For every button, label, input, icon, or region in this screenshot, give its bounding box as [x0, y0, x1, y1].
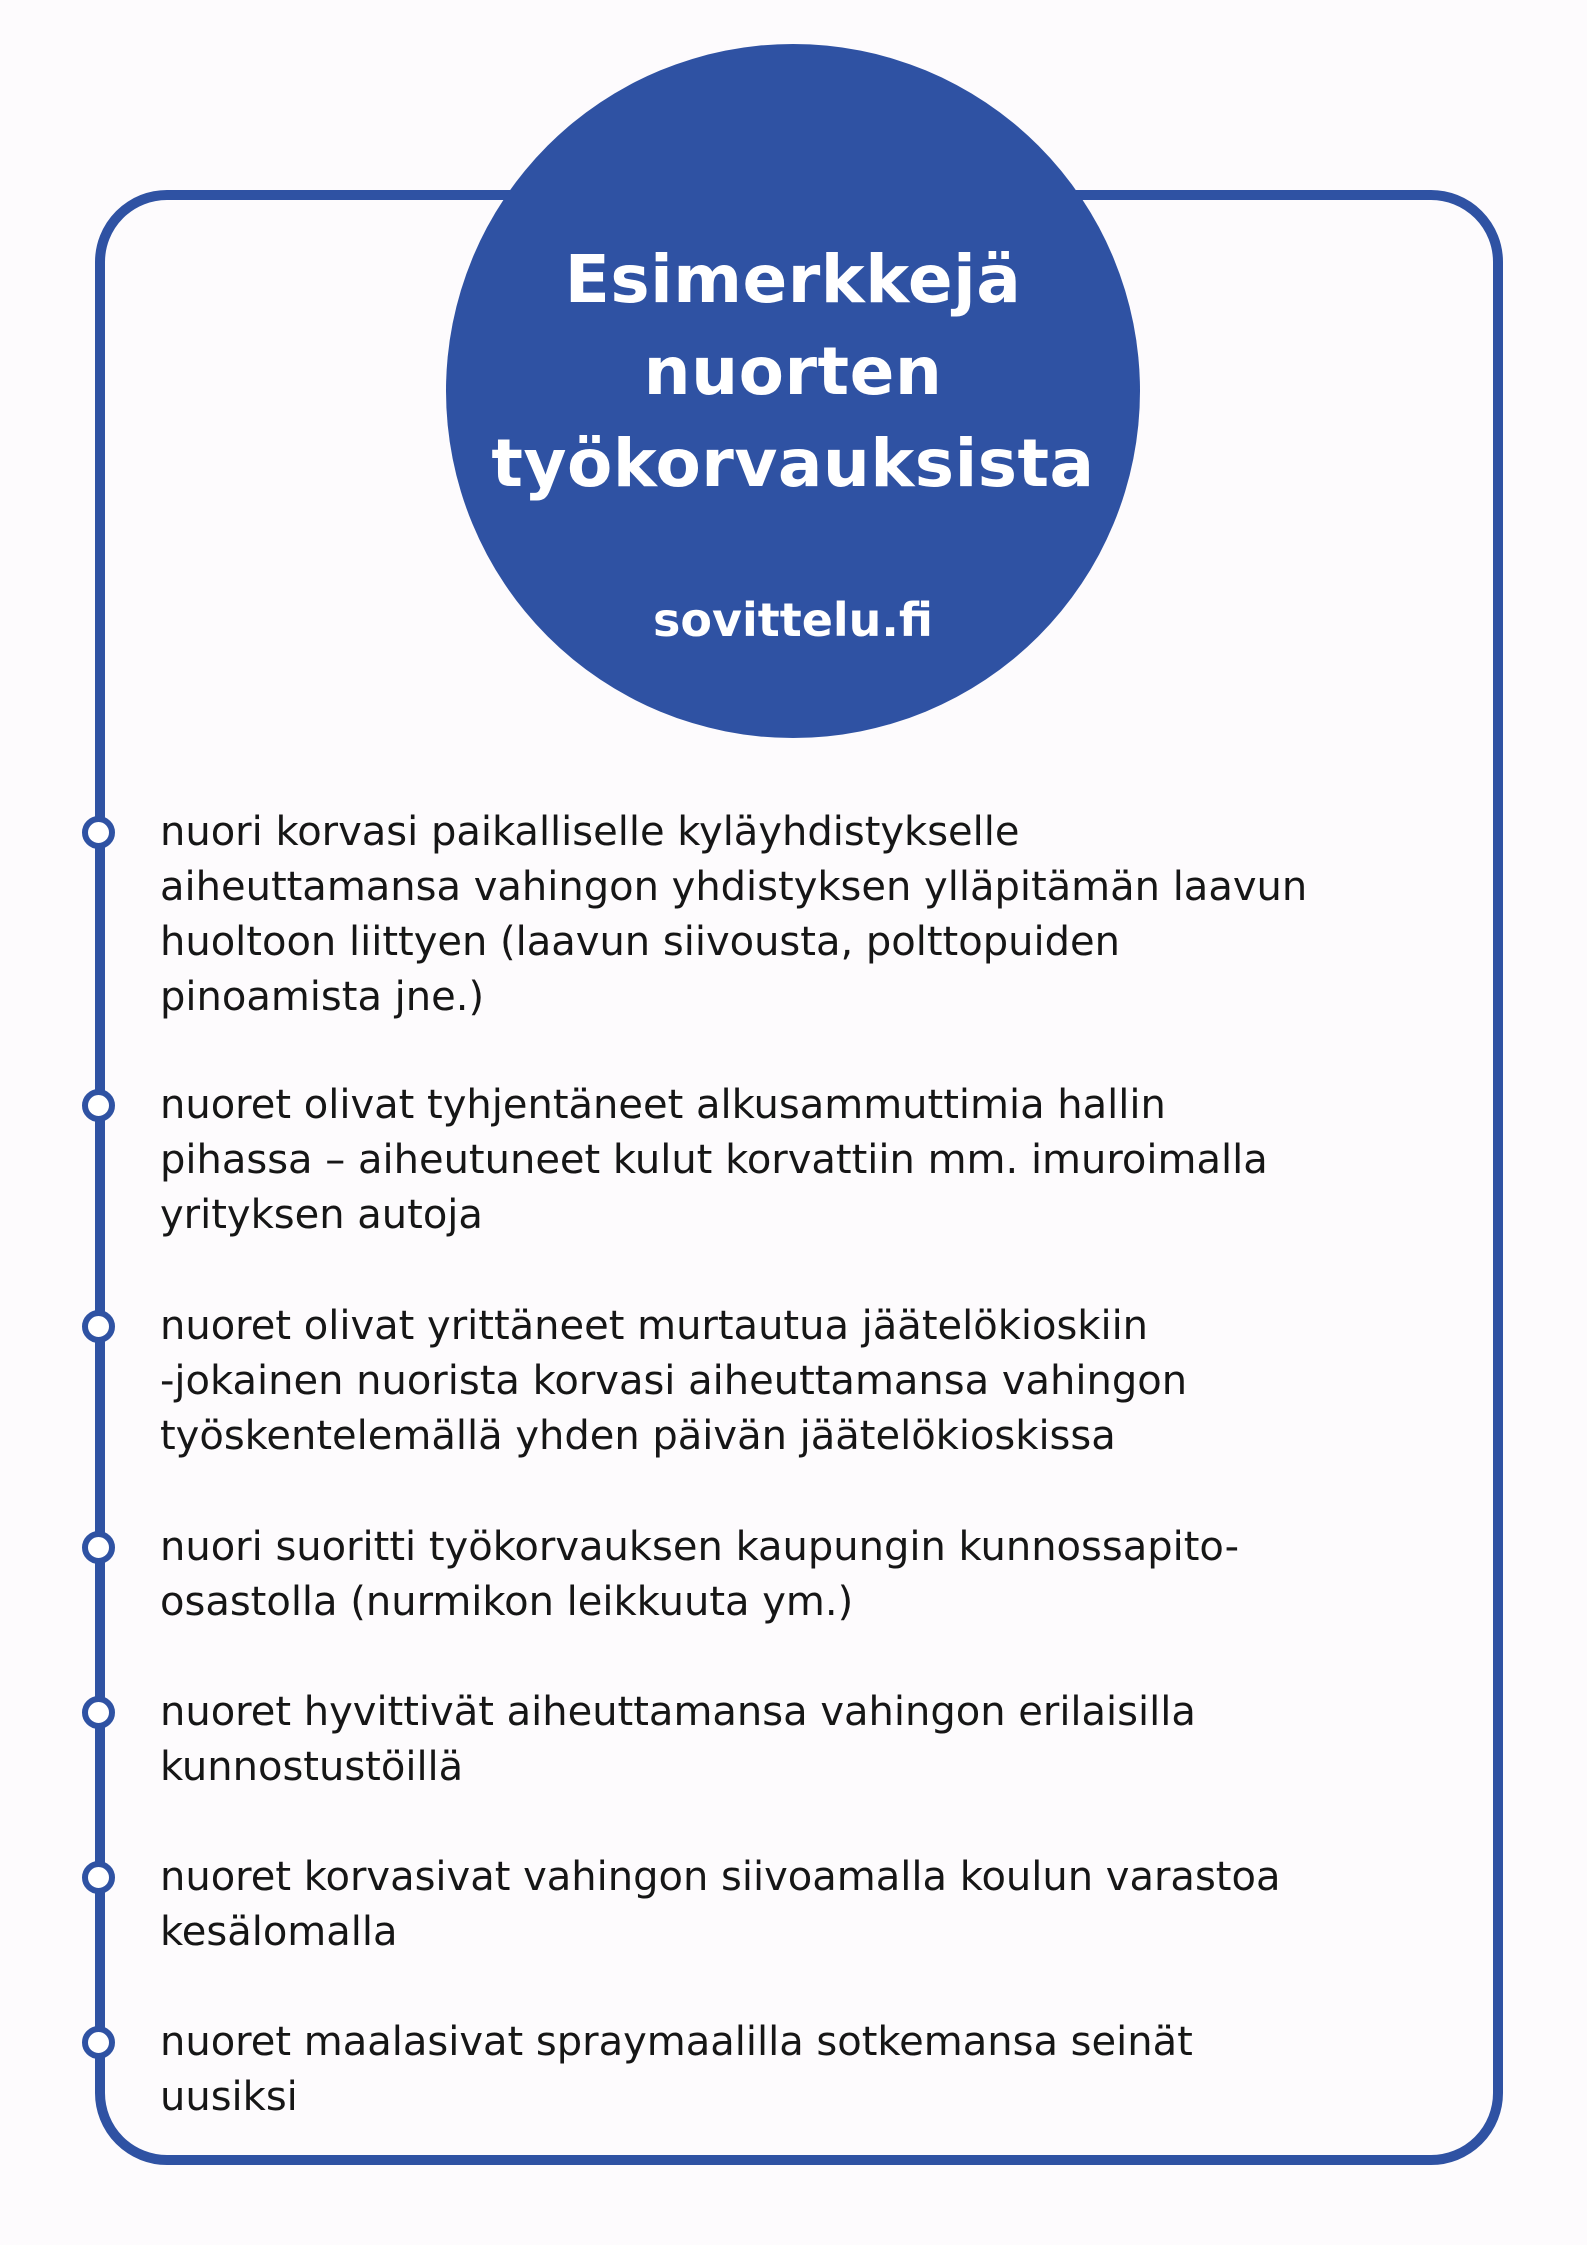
list-item-line: nuoret maalasivat spraymaalilla sotkemansa seinät — [160, 2019, 1193, 2065]
title-line: Esimerkkejä — [564, 241, 1022, 318]
list-item — [160, 1685, 1460, 1795]
bullet-circle-icon — [82, 1531, 115, 1564]
list-item — [160, 1299, 1460, 1464]
list-item — [160, 1078, 1460, 1243]
list-item-line: nuoret olivat yrittäneet murtautua jäätelökioskiin — [160, 1303, 1149, 1349]
list-item — [160, 805, 1460, 1025]
title-badge — [446, 44, 1140, 738]
list-item-line: osastolla (nurmikon leikkuuta ym.) — [160, 1579, 854, 1625]
list-item — [160, 1850, 1460, 1960]
bullet-circle-icon — [82, 1696, 115, 1729]
list-item — [160, 2015, 1460, 2125]
list-item-line: kunnostustöillä — [160, 1744, 464, 1790]
title-line: työkorvauksista — [491, 425, 1095, 502]
list-item-line: yrityksen autoja — [160, 1192, 483, 1238]
list-item-line: pihassa – aiheutuneet kulut korvattiin mm. imuroimalla — [160, 1137, 1268, 1183]
list-item-line: nuoret hyvittivät aiheuttamansa vahingon erilaisilla — [160, 1689, 1196, 1735]
list-item-line: -jokainen nuorista korvasi aiheuttamansa vahingon — [160, 1358, 1188, 1404]
list-item-line: pinoamista jne.) — [160, 974, 485, 1020]
list-item — [160, 1520, 1460, 1630]
list-item-line: kesälomalla — [160, 1909, 398, 1955]
list-item-line: huoltoon liittyen (laavun siivousta, polttopuiden — [160, 919, 1120, 965]
list-item-line: uusiksi — [160, 2074, 298, 2120]
bullet-circle-icon — [82, 1089, 115, 1122]
bullet-circle-icon — [82, 1861, 115, 1894]
website-label: sovittelu.fi — [653, 593, 933, 647]
list-item-line: nuori korvasi paikalliselle kyläyhdistykselle — [160, 809, 1020, 855]
list-item-line: nuoret korvasivat vahingon siivoamalla koulun varastoa — [160, 1854, 1281, 1900]
page-title — [446, 234, 1140, 510]
list-item-line: nuori suoritti työkorvauksen kaupungin kunnossapito- — [160, 1524, 1240, 1570]
bullet-circle-icon — [82, 1310, 115, 1343]
list-item-line: aiheuttamansa vahingon yhdistyksen ylläpitämän laavun — [160, 864, 1308, 910]
title-line: nuorten — [643, 333, 943, 410]
bullet-circle-icon — [82, 2026, 115, 2059]
list-item-line: työskentelemällä yhden päivän jäätelökioskissa — [160, 1413, 1116, 1459]
bullet-circle-icon — [82, 816, 115, 849]
list-item-line: nuoret olivat tyhjentäneet alkusammuttimia hallin — [160, 1082, 1166, 1128]
